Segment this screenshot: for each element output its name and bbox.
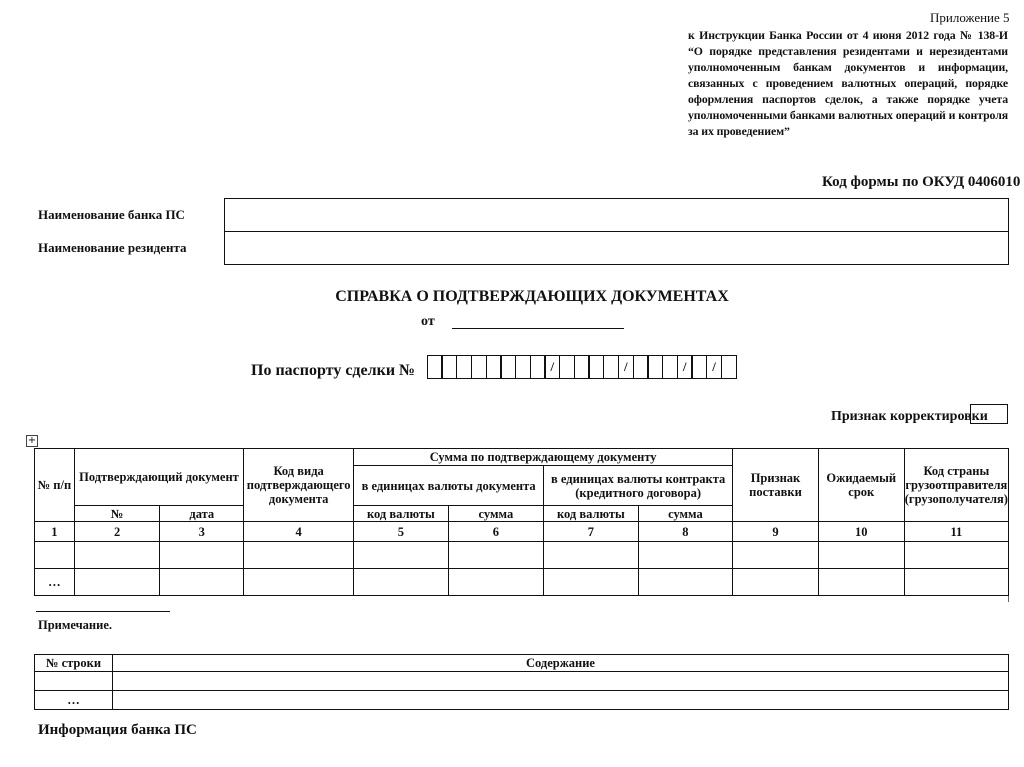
table-row[interactable] — [35, 542, 1009, 569]
column-number: 7 — [544, 522, 639, 542]
header-amount-contract: сумма — [638, 506, 732, 522]
header-expected-term: Ожидаемый срок — [818, 449, 904, 522]
column-number: 6 — [448, 522, 543, 542]
note-label: Примечание. — [38, 618, 113, 632]
passport-cell[interactable] — [662, 355, 678, 379]
passport-cell[interactable] — [530, 355, 546, 379]
cell[interactable] — [354, 542, 449, 569]
header-row-number: № строки — [35, 655, 113, 672]
passport-cell[interactable] — [441, 355, 457, 379]
passport-cell[interactable] — [486, 355, 502, 379]
cell[interactable] — [904, 569, 1008, 596]
passport-cell[interactable] — [427, 355, 443, 379]
passport-cell[interactable] — [559, 355, 575, 379]
table-edge-marker — [1008, 596, 1015, 602]
header-currency-code-doc: код валюты — [354, 506, 449, 522]
passport-cell[interactable] — [603, 355, 619, 379]
column-number: 4 — [244, 522, 354, 542]
passport-cell[interactable] — [588, 355, 604, 379]
header-document-sum: Сумма по подтверждающему документу — [354, 449, 733, 466]
bank-name-label: Наименование банка ПС — [38, 207, 185, 222]
cell[interactable] — [544, 542, 639, 569]
cell[interactable] — [35, 542, 75, 569]
cell[interactable] — [244, 569, 354, 596]
header-currency-code-contract: код валюты — [544, 506, 639, 522]
header-amount-doc: сумма — [448, 506, 543, 522]
bank-info-label: Информация банка ПС — [38, 722, 197, 738]
column-number: 1 — [35, 522, 75, 542]
correction-flag-field[interactable] — [970, 404, 1008, 424]
header-content: Содержание — [112, 655, 1008, 672]
passport-cell[interactable] — [647, 355, 663, 379]
cell[interactable] — [733, 569, 819, 596]
cell[interactable] — [818, 542, 904, 569]
cell[interactable] — [448, 542, 543, 569]
header-contract-currency-units: в единицах валюты контракта (кредитного договора) — [544, 466, 733, 506]
header-delivery-flag: Признак поставки — [733, 449, 819, 522]
passport-cell[interactable] — [721, 355, 737, 379]
passport-cell[interactable] — [471, 355, 487, 379]
ellipsis-cell: … — [35, 569, 75, 596]
cell[interactable] — [733, 542, 819, 569]
form-title: СПРАВКА О ПОДТВЕРЖДАЮЩИХ ДОКУМЕНТАХ — [335, 288, 729, 305]
passport-cell[interactable] — [633, 355, 649, 379]
resident-name-field[interactable] — [224, 231, 1009, 265]
cell[interactable] — [544, 569, 639, 596]
ellipsis-cell: … — [35, 691, 113, 710]
header-doc-date: дата — [160, 506, 244, 522]
note-separator — [36, 611, 170, 612]
notes-table — [34, 654, 1009, 710]
passport-number-cells[interactable] — [428, 355, 737, 379]
passport-cell[interactable] — [574, 355, 590, 379]
cell[interactable] — [74, 569, 160, 596]
cell[interactable] — [74, 542, 160, 569]
cell[interactable] — [904, 542, 1008, 569]
cell[interactable] — [35, 672, 113, 691]
table-row[interactable] — [35, 672, 1009, 691]
passport-cell[interactable]: / — [706, 355, 722, 379]
correction-flag-label: Признак корректировки — [831, 409, 988, 424]
cell[interactable] — [160, 569, 244, 596]
header-document-kind-code: Код вида подтверждающего документа — [244, 449, 354, 522]
cell[interactable] — [112, 672, 1008, 691]
expand-table-icon[interactable]: + — [27, 435, 37, 446]
column-number: 8 — [638, 522, 732, 542]
cell[interactable] — [818, 569, 904, 596]
okud-code: Код формы по ОКУД 0406010 — [822, 174, 1021, 190]
bank-name-field[interactable] — [224, 198, 1009, 232]
cell[interactable] — [448, 569, 543, 596]
column-number: 10 — [818, 522, 904, 542]
passport-cell[interactable] — [500, 355, 516, 379]
header-confirming-document: Подтверждающий документ — [74, 449, 243, 506]
cell[interactable] — [638, 542, 732, 569]
date-from-label: от — [421, 314, 435, 329]
passport-cell[interactable] — [691, 355, 707, 379]
column-number: 2 — [74, 522, 160, 542]
documents-table — [34, 448, 1009, 596]
cell[interactable] — [160, 542, 244, 569]
passport-label: По паспорту сделки № — [251, 362, 416, 379]
cell[interactable] — [638, 569, 732, 596]
header-row-number: № п/п — [35, 449, 75, 522]
column-number: 9 — [733, 522, 819, 542]
cell[interactable] — [354, 569, 449, 596]
cell[interactable] — [244, 542, 354, 569]
instruction-reference: к Инструкции Банка России от 4 июня 2012 года № 138-И “О порядке представления резидентами и нерезидентами уполномоченным банкам документов и информации, связанных с проведением валютных операций, порядке оформления паспортов сделок, а также порядке учета уполномоченными банками валютных операций и контроля за их проведением” — [688, 28, 1008, 138]
table-row[interactable] — [35, 569, 1009, 596]
passport-cell[interactable] — [515, 355, 531, 379]
passport-cell[interactable] — [456, 355, 472, 379]
column-number: 3 — [160, 522, 244, 542]
date-field[interactable] — [452, 328, 624, 329]
header-doc-number: № — [74, 506, 160, 522]
passport-cell[interactable]: / — [677, 355, 693, 379]
cell[interactable] — [112, 691, 1008, 710]
header-doc-currency-units: в единицах валюты документа — [354, 466, 544, 506]
header-country-code: Код страны грузоотправителя (грузополучателя) — [904, 449, 1008, 522]
column-number: 5 — [354, 522, 449, 542]
table-row[interactable] — [35, 691, 1009, 710]
passport-cell[interactable]: / — [544, 355, 560, 379]
resident-name-label: Наименование резидента — [38, 240, 187, 255]
column-numbers-row — [35, 522, 1009, 542]
column-number: 11 — [904, 522, 1008, 542]
passport-cell[interactable]: / — [618, 355, 634, 379]
appendix-title: Приложение 5 — [930, 10, 1010, 25]
